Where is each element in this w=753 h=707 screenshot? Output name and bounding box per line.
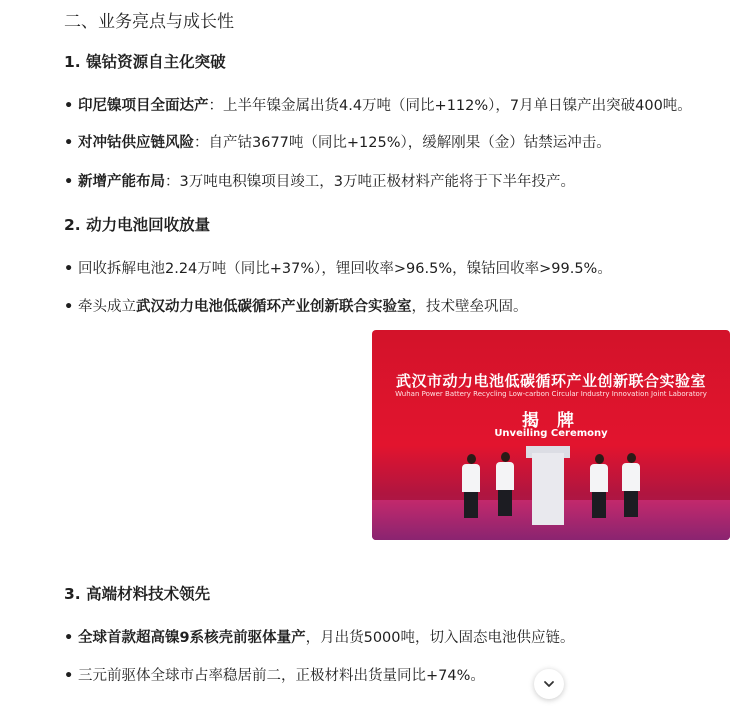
- bullet-dot: •: [64, 98, 74, 114]
- item-bold: 对冲钴供应链风险: [78, 135, 194, 151]
- list-item: [64, 626, 575, 647]
- person-figure: [462, 454, 480, 518]
- list-item: [64, 170, 575, 191]
- bullet-dot: •: [64, 668, 74, 684]
- item-text: 牵头成立: [78, 299, 136, 315]
- banner-main: 揭 牌: [522, 411, 580, 431]
- person-figure: [590, 454, 608, 518]
- person-figure: [496, 452, 514, 516]
- item-text: ：上半年镍金属出货4.4万吨（同比+112%），7月单日镍产出突破400吨。: [208, 98, 692, 114]
- item-text: 回收拆解电池2.24万吨（同比+37%），锂回收率>96.5%，镍钴回收率>99.5%。: [78, 261, 612, 277]
- banner-title: 武汉市动力电池低碳循环产业创新联合实验室: [395, 372, 706, 390]
- bullet-dot: •: [64, 261, 74, 277]
- subsection-title-1: 1. 镍钴资源自主化突破: [64, 53, 226, 71]
- list-item: [64, 295, 528, 316]
- podium: [532, 453, 564, 525]
- item-text: ：自产钴3677吨（同比+125%），缓解刚果（金）钴禁运冲击。: [194, 135, 611, 151]
- banner-subtitle: Wuhan Power Battery Recycling Low-carbon Circular Industry Innovation Joint Laboratory: [395, 390, 707, 398]
- item-text: ：3万吨电积镍项目竣工，3万吨正极材料产能将于下半年投产。: [165, 174, 575, 190]
- list-item: [64, 131, 611, 152]
- bullet-dot: •: [64, 135, 74, 151]
- banner-english: Unveiling Ceremony: [494, 428, 608, 439]
- bullet-dot: •: [64, 174, 74, 190]
- bullet-dot: •: [64, 630, 74, 646]
- item-text: ，月出货5000吨，切入固态电池供应链。: [305, 630, 575, 646]
- item-text: ，技术壁垒巩固。: [411, 299, 528, 315]
- item-bold: 印尼镍项目全面达产: [78, 98, 209, 114]
- list-item: [64, 664, 485, 685]
- bullet-dot: •: [64, 299, 74, 315]
- list-item: [64, 94, 692, 115]
- chevron-down-icon: [542, 677, 556, 691]
- item-bold: 新增产能布局: [78, 174, 165, 190]
- item-bold: 全球首款超高镍9系核壳前驱体量产: [78, 630, 306, 646]
- list-item: [64, 257, 612, 278]
- scroll-down-button[interactable]: [534, 669, 564, 699]
- section-title: 二、业务亮点与成长性: [64, 12, 234, 32]
- item-bold: 武汉动力电池低碳循环产业创新联合实验室: [136, 299, 412, 315]
- subsection-title-3: 3. 高端材料技术领先: [64, 585, 211, 603]
- item-text: 三元前驱体全球市占率稳居前二，正极材料出货量同比+74%。: [78, 668, 485, 684]
- person-figure: [622, 453, 640, 517]
- subsection-title-2: 2. 动力电池回收放量: [64, 216, 211, 234]
